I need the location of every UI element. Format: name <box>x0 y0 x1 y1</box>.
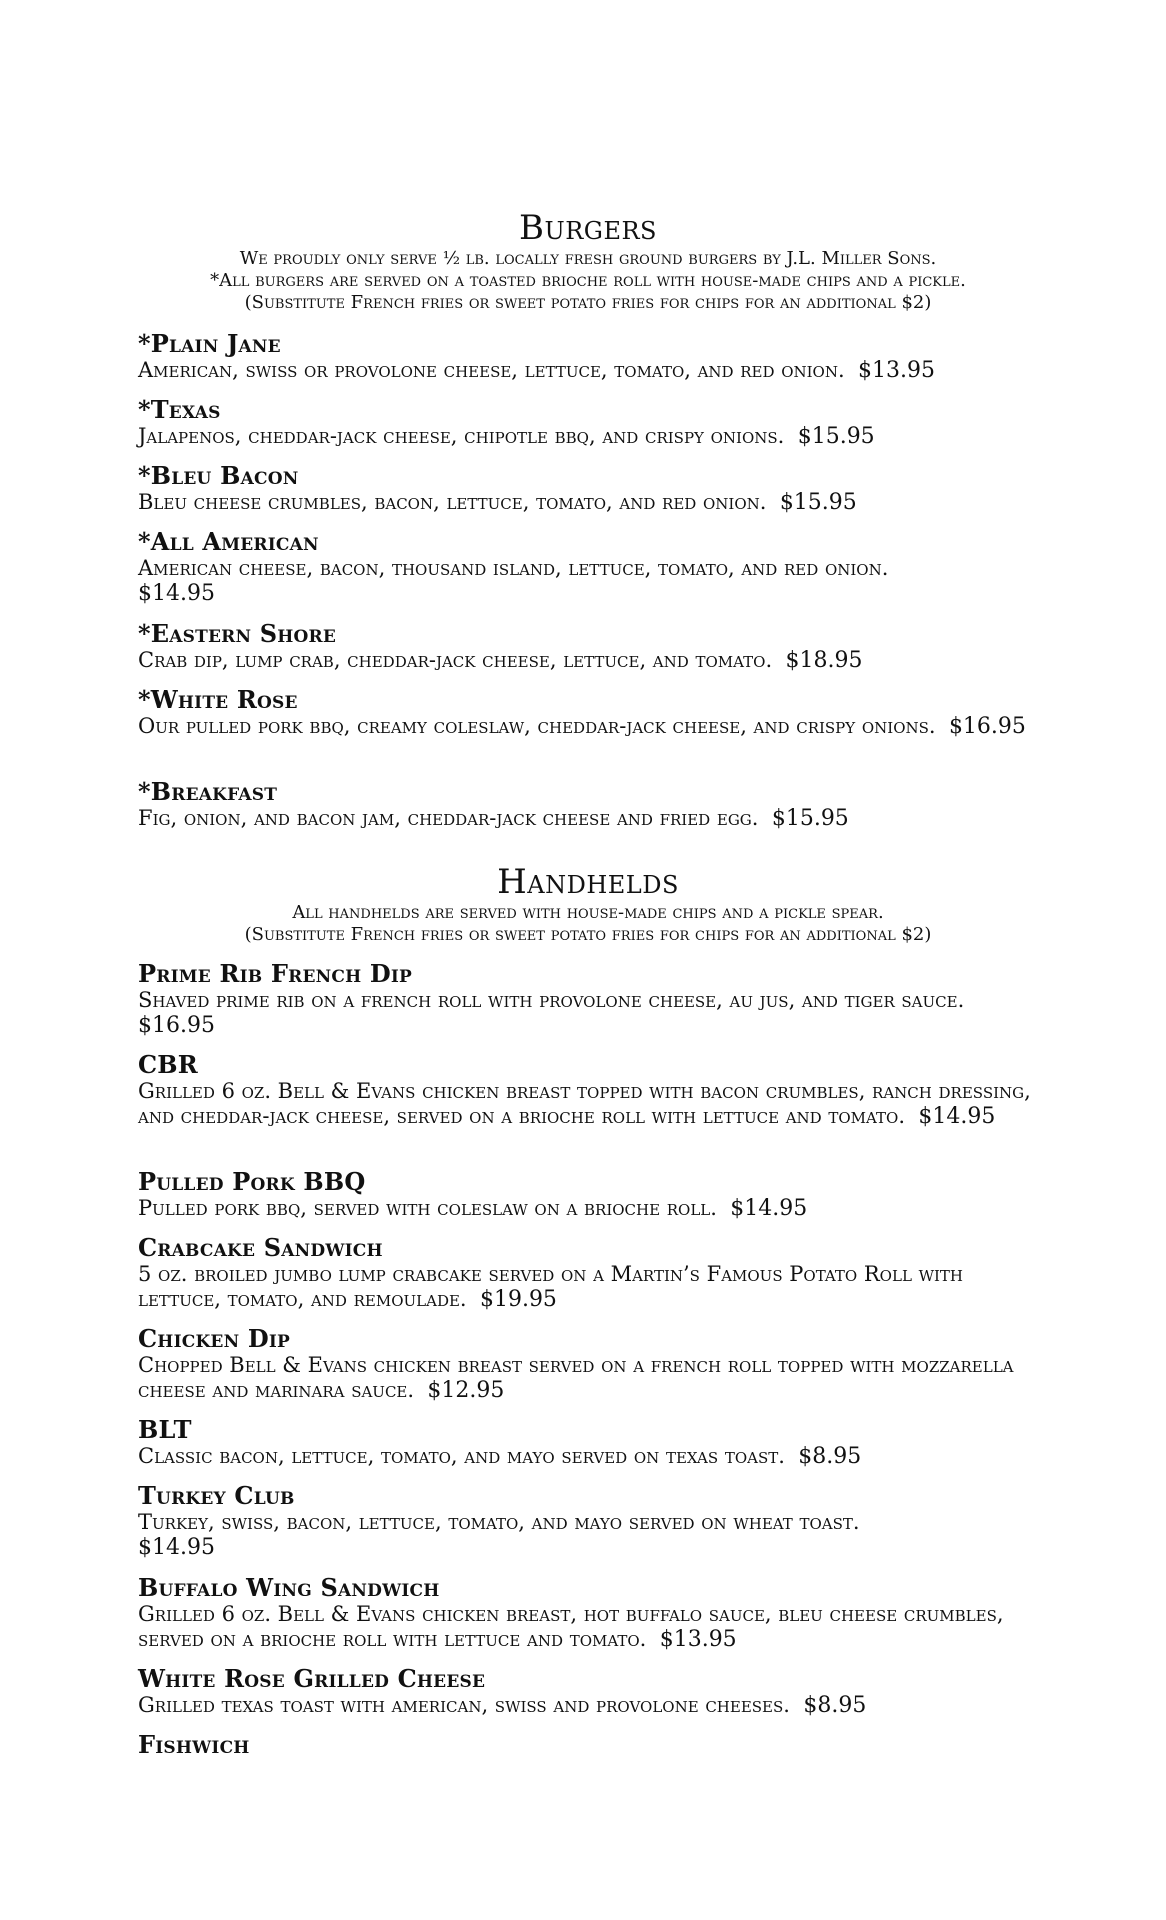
menu-item <box>138 1325 1038 1403</box>
item-name: *Breakfast <box>138 777 278 806</box>
item-name: *All American <box>138 527 319 556</box>
item-desc-text: Grilled 6 oz. Bell & Evans chicken breast, hot buffalo sauce, bleu cheese crumbles, served on a brioche roll with lettuce and tomato. <box>138 1602 1004 1651</box>
item-name: White Rose Grilled Cheese <box>138 1664 486 1693</box>
handhelds-note-2: (Substitute French fries or sweet potato fries for chips for an additional $2) <box>244 924 932 945</box>
menu-item <box>138 1234 1038 1312</box>
menu-item <box>138 686 1038 739</box>
item-price: $14.95 <box>918 1104 996 1129</box>
item-price: $13.95 <box>659 1627 737 1652</box>
item-desc-text: Our pulled pork bbq, creamy coleslaw, cheddar-jack cheese, and crispy onions. <box>138 714 936 738</box>
item-description <box>138 1693 1038 1718</box>
menu-item <box>138 330 1038 383</box>
item-name: Fishwich <box>138 1730 250 1759</box>
item-price: $14.95 <box>138 581 215 606</box>
item-price: $15.95 <box>779 490 857 515</box>
item-desc-text: Grilled texas toast with american, swiss and provolone cheeses. <box>138 1693 790 1717</box>
item-description <box>138 1262 1038 1312</box>
menu-item <box>138 778 1038 831</box>
item-description <box>138 648 1038 673</box>
item-price: $14.95 <box>730 1196 808 1221</box>
item-price: $19.95 <box>479 1287 557 1312</box>
item-price: $18.95 <box>785 648 863 673</box>
item-name: *White Rose <box>138 685 298 714</box>
item-price: $13.95 <box>858 358 935 383</box>
menu-item <box>138 1574 1038 1652</box>
item-description <box>138 556 1038 606</box>
item-name: *Eastern Shore <box>138 619 337 648</box>
menu-item <box>138 1731 1038 1759</box>
item-description <box>138 1602 1038 1652</box>
item-desc-text: Jalapenos, cheddar-jack cheese, chipotle bbq, and crispy onions. <box>138 424 785 448</box>
item-name: Buffalo Wing Sandwich <box>138 1573 440 1602</box>
item-price: $12.95 <box>427 1378 505 1403</box>
item-desc-text: American, swiss or provolone cheese, lettuce, tomato, and red onion. <box>138 358 845 382</box>
burgers-note-1: We proudly only serve ½ lb. locally fresh ground burgers by J.L. Miller Sons. <box>239 248 937 269</box>
menu-item <box>138 1051 1038 1129</box>
handhelds-note-1: All handhelds are served with house-made chips and a pickle spear. <box>292 902 884 923</box>
item-description <box>138 424 1038 449</box>
item-desc-text: Turkey, swiss, bacon, lettuce, tomato, and mayo served on wheat toast. <box>138 1510 860 1534</box>
burgers-note-2: *All burgers are served on a toasted brioche roll with house-made chips and a pickle. <box>210 270 966 291</box>
burgers-title: Burgers <box>519 208 657 248</box>
item-description <box>138 1444 1038 1469</box>
menu-item <box>138 960 1038 1038</box>
menu-item <box>138 1416 1038 1469</box>
item-description <box>138 490 1038 515</box>
item-description <box>138 1510 1038 1560</box>
item-price: $14.95 <box>138 1535 215 1560</box>
menu-item <box>138 620 1038 673</box>
item-desc-text: Fig, onion, and bacon jam, cheddar-jack cheese and fried egg. <box>138 806 759 830</box>
item-price: $8.95 <box>803 1693 867 1718</box>
menu-item <box>138 396 1038 449</box>
item-name: Crabcake Sandwich <box>138 1233 383 1262</box>
item-desc-text: Grilled 6 oz. Bell & Evans chicken breast topped with bacon crumbles, ranch dressing, and cheddar-jack cheese, served on a brioche roll with lettuce and tomato. <box>138 1079 1031 1128</box>
item-price: $15.95 <box>771 806 849 831</box>
item-desc-text: Classic bacon, lettuce, tomato, and mayo served on texas toast. <box>138 1444 785 1468</box>
item-name: *Bleu Bacon <box>138 461 299 490</box>
handhelds-title: Handhelds <box>497 862 679 902</box>
menu-item <box>138 1168 1038 1221</box>
item-description <box>138 988 1038 1038</box>
item-description <box>138 1196 1038 1221</box>
item-price: $8.95 <box>798 1444 862 1469</box>
item-price: $15.95 <box>797 424 875 449</box>
menu-item <box>138 1665 1038 1718</box>
menu-item <box>138 528 1038 606</box>
item-name: *Plain Jane <box>138 329 281 358</box>
item-name: Turkey Club <box>138 1481 295 1510</box>
item-description <box>138 1353 1038 1403</box>
item-desc-text: 5 oz. broiled jumbo lump crabcake served on a Martin’s Famous Potato Roll with lettuce, tomato, and remoulade. <box>138 1262 964 1311</box>
item-price: $16.95 <box>948 714 1026 739</box>
menu-item <box>138 1482 1038 1560</box>
item-desc-text: Chopped Bell & Evans chicken breast served on a french roll topped with mozzarella cheese and marinara sauce. <box>138 1353 1014 1402</box>
item-desc-text: American cheese, bacon, thousand island, lettuce, tomato, and red onion. <box>138 556 889 580</box>
item-desc-text: Bleu cheese crumbles, bacon, lettuce, tomato, and red onion. <box>138 490 767 514</box>
item-description <box>138 806 1038 831</box>
item-description <box>138 1079 1038 1129</box>
item-name: Pulled Pork BBQ <box>138 1167 366 1196</box>
handhelds-header <box>138 862 1038 946</box>
item-name: *Texas <box>138 395 221 424</box>
burgers-note-3: (Substitute French fries or sweet potato fries for chips for an additional $2) <box>244 292 932 313</box>
burgers-header <box>138 208 1038 314</box>
item-desc-text: Crab dip, lump crab, cheddar-jack cheese, lettuce, and tomato. <box>138 648 773 672</box>
item-description <box>138 714 1038 739</box>
item-name: Prime Rib French Dip <box>138 959 413 988</box>
item-desc-text: Shaved prime rib on a french roll with provolone cheese, au jus, and tiger sauce. <box>138 988 965 1012</box>
item-name: BLT <box>138 1415 192 1444</box>
item-desc-text: Pulled pork bbq, served with coleslaw on a brioche roll. <box>138 1196 717 1220</box>
item-name: CBR <box>138 1050 198 1079</box>
item-price: $16.95 <box>138 1013 215 1038</box>
item-name: Chicken Dip <box>138 1324 291 1353</box>
item-description <box>138 358 1038 383</box>
menu-item <box>138 462 1038 515</box>
